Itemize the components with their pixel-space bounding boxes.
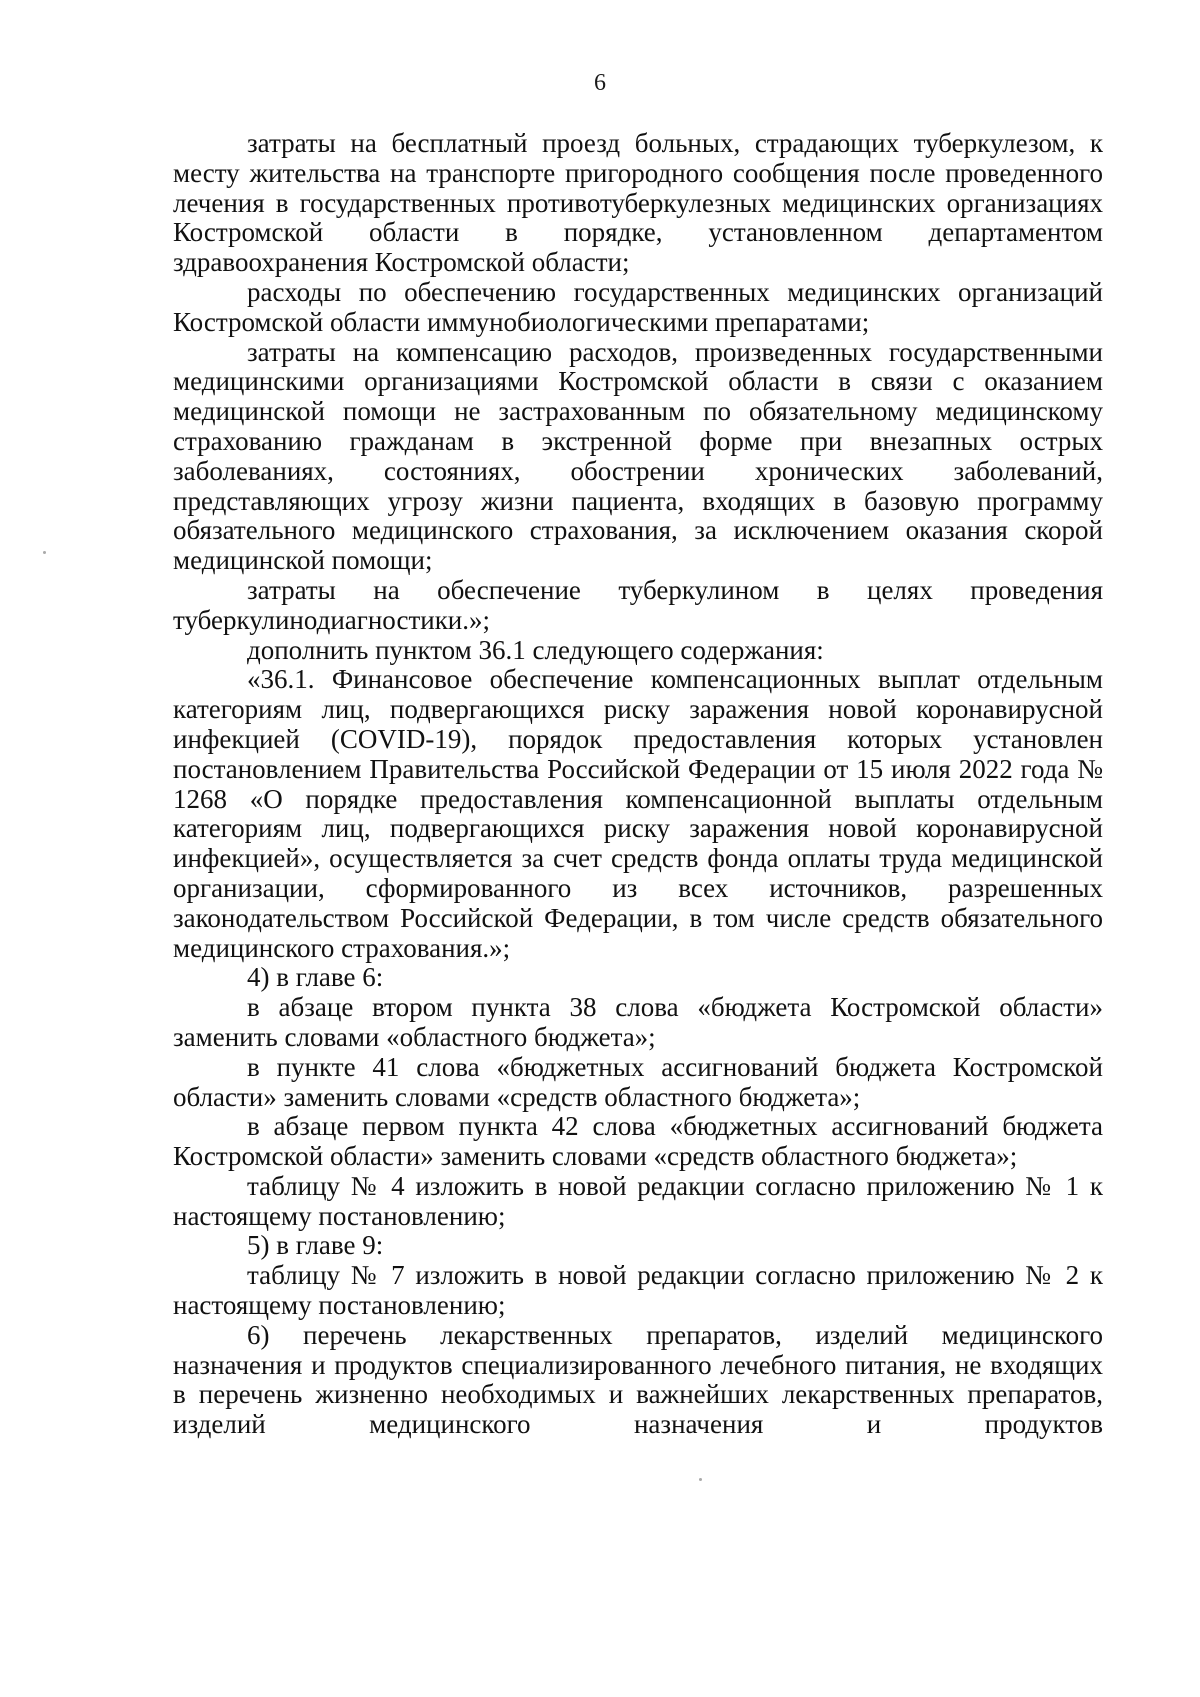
scan-speck (43, 551, 46, 554)
paragraph-tuberculin-supply: затраты на обеспечение туберкулином в целях проведения туберкулинодиагностики.»; (173, 574, 1103, 635)
paragraph-free-travel-costs: затраты на бесплатный проезд больных, страдающих туберкулезом, к месту жительства на транспорте пригородного сообщения после проведенного лечения в государственных противотуберкулезных медицинских организациях Костромской области в порядке, установленном департаментом здравоохранения Костромской области; (173, 128, 1103, 278)
paragraph-table-4-change: таблицу № 4 изложить в новой редакции согласно приложению № 1 к настоящему постановлению; (173, 1170, 1103, 1231)
paragraph-chapter-6-heading: 4) в главе 6: (247, 962, 384, 993)
paragraph-medicines-list: 6) перечень лекарственных препаратов, изделий медицинского назначения и продуктов специализированного лечебного питания, не входящих в перечень жизненно необходимых и важнейших лекарственных препаратов, изделий медицинского назначения и продуктов (173, 1319, 1103, 1440)
page-number: 6 (594, 70, 606, 96)
paragraph-immunobiological-supply: расходы по обеспечению государственных медицинских организаций Костромской области иммунобиологическими препаратами; (173, 276, 1103, 337)
paragraph-item-36-1-text: «36.1. Финансовое обеспечение компенсационных выплат отдельным категориям лиц, подвергающихся риску заражения новой коронавирусной инфекцией (COVID-19), порядок предоставления которых установлен постановлением Правительства Российской Федерации от 15 июля 2022 года № 1268 «О порядке предоставления компенсационной выплаты отдельным категориям лиц, подвергающихся риску заражения новой коронавирусной инфекцией», осуществляется за счет средств фонда оплаты труда медицинской организации, сформированного из всех источников, разрешенных законодательством Российской Федерации, в том числе средств обязательного медицинского страхования.»; (173, 664, 1103, 963)
paragraph-item-42-change: в абзаце первом пункта 42 слова «бюджетных ассигнований бюджета Костромской области» заменить словами «средств областного бюджета»; (173, 1111, 1103, 1172)
paragraph-chapter-9-heading: 5) в главе 9: (247, 1230, 384, 1261)
paragraph-item-38-change: в абзаце втором пункта 38 слова «бюджета Костромской области» заменить словами «областного бюджета»; (173, 992, 1103, 1052)
paragraph-item-41-change: в пункте 41 слова «бюджетных ассигнований бюджета Костромской области» заменить словами «средств областного бюджета»; (173, 1051, 1103, 1112)
paragraph-add-item-36-1: дополнить пунктом 36.1 следующего содержания: (247, 634, 824, 665)
document-body (173, 129, 1103, 1440)
paragraph-table-7-change: таблицу № 7 изложить в новой редакции согласно приложению № 2 к настоящему постановлению; (173, 1260, 1103, 1321)
paragraph-uninsured-care-compensation: затраты на компенсацию расходов, произведенных государственными медицинскими организациями Костромской области в связи с оказанием медицинской помощи не застрахованным по обязательному медицинскому страхованию гражданам в экстренной форме при внезапных острых заболеваниях, состояниях, обострении хронических заболеваний, представляющих угрозу жизни пациента, входящих в базовую программу обязательного медицинского страхования, за исключением оказания скорой медицинской помощи; (173, 336, 1103, 576)
scan-speck (699, 1478, 702, 1481)
